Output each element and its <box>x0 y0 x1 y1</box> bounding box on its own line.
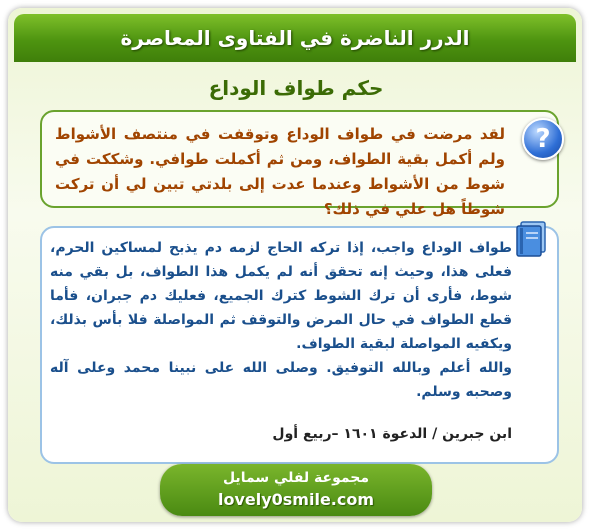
page-header <box>14 14 576 62</box>
header-title: الدرر الناضرة في الفتاوى المعاصرة <box>120 26 470 50</box>
question-text: لقد مرضت في طواف الوداع وتوقفت في منتصف الأشواط ولم أكمل بقية الطواف، ومن ثم أكملت طوافي. وشككت في شوط من الأشواط وعندما عدت إلى بلدتي تبين لي أن تركت شوطاً هل علي في ذلك؟ <box>55 125 505 218</box>
answer-box <box>40 226 559 464</box>
footer-arabic-label: مجموعة لفلي سمايل <box>222 470 370 486</box>
fatwa-title: حكم طواف الوداع <box>208 76 384 100</box>
answer-paragraph-1: طواف الوداع واجب، إذا تركه الحاج لزمه دم يذبح لمساكين الحرم، فعلى هذا، وحيث إنه تحقق أنه لم يكمل هذا الطواف، بل بقي منه شوط، فأرى أن ترك الشوط كترك الجميع، فعليك دم جبران، فأما قطع الطواف في حال المرض والتوقف ثم المواصلة فلا بأس بذلك، ويكفيه المواصلة لبقية الطواف. <box>50 240 512 352</box>
answer-paragraph-2: والله أعلم وبالله التوفيق. وصلى الله على نبينا محمد وعلى آله وصحبه وسلم. <box>50 360 512 400</box>
book-icon <box>513 218 551 258</box>
footer-site-link[interactable]: lovely0smile.com <box>217 490 375 509</box>
site-footer-badge[interactable] <box>160 464 432 516</box>
question-box <box>40 110 559 218</box>
answer-source: ابن جبرين / الدعوة ١٦٠١ –ربيع أول <box>272 426 512 442</box>
question-icon: ? <box>522 118 564 160</box>
answer-text <box>50 236 512 404</box>
